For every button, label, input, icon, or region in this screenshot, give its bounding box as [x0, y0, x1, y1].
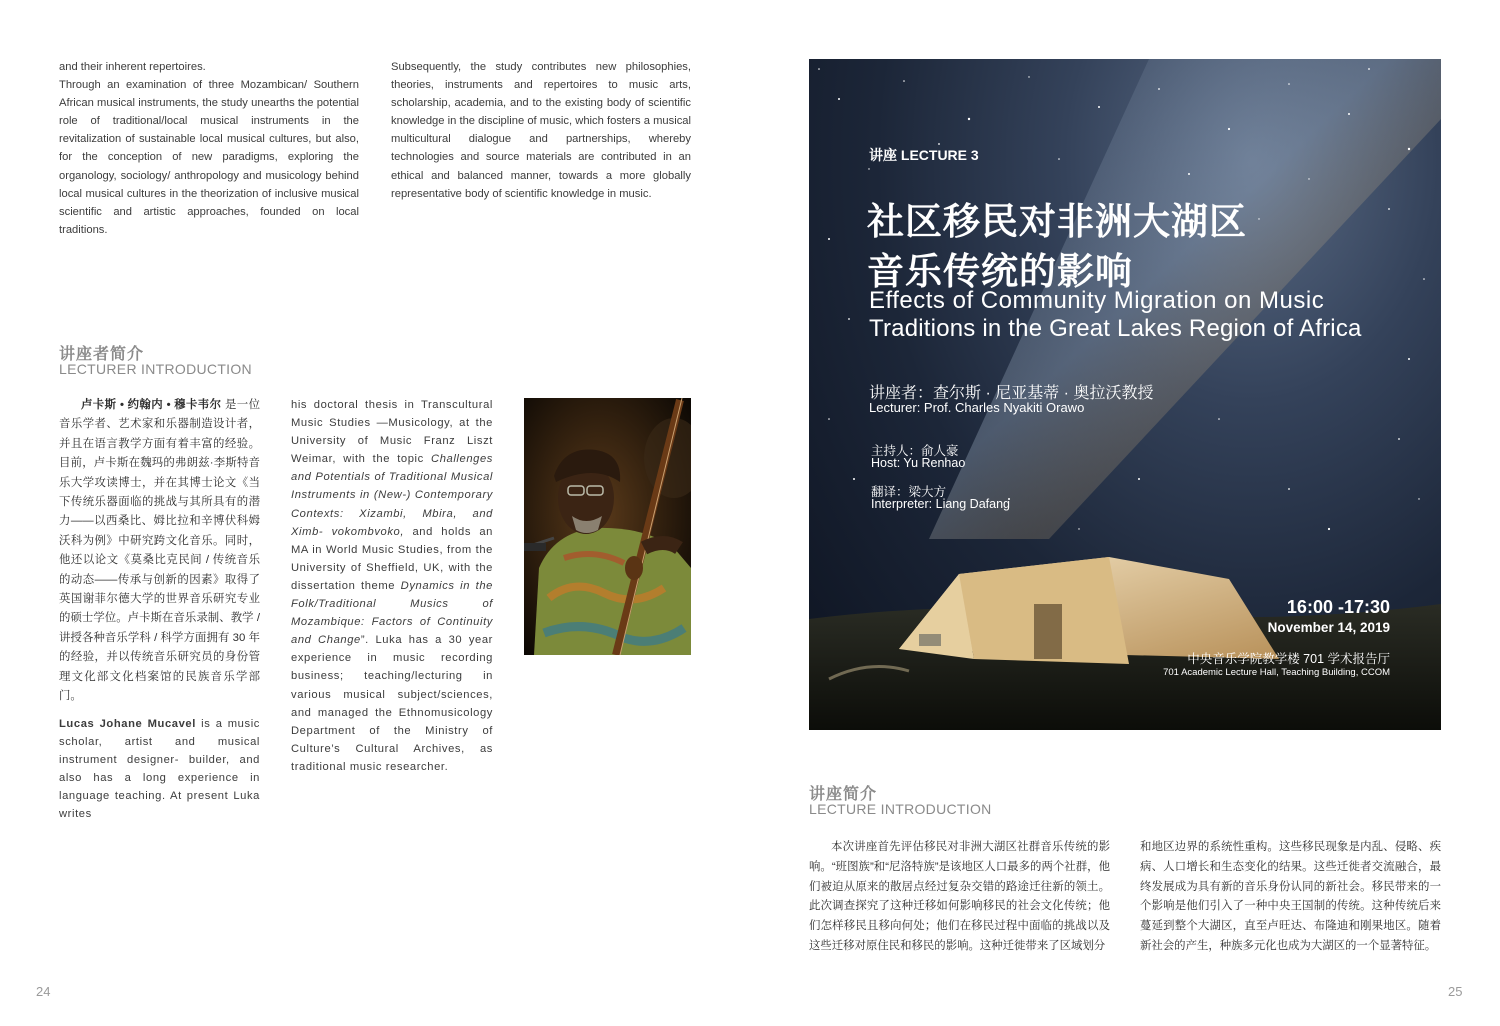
venue-cn: 中央音乐学院教学楼 701 学术报告厅	[1187, 652, 1390, 666]
bio-col2-dissertation-title: Dynamics in the Folk/Traditional Musics of Mozambique: Factors of Continuity and Change	[291, 579, 493, 647]
lecturer-en: Lecturer: Prof. Charles Nyakiti Orawo	[869, 400, 1085, 415]
interpreter-en: Interpreter: Liang Dafang	[871, 497, 1010, 511]
intro-col1-paragraph: Through an examination of three Mozambican/ Southern African musical instruments, the study unearths the potential role of traditional/local musical instruments in the revitalization of sustainable local musical cultures, but also, for the conception of new paradigms, exploring the organology, sociology/ anthropology and musicology behind local musical cultures in the theorization of inclusive musical scientific and artistic approaches, founded on local traditions.	[59, 79, 359, 236]
lecture-intro-column-2	[1140, 838, 1441, 957]
bio-col2-paragraph	[291, 396, 493, 776]
lecture-heading-en: LECTURE INTRODUCTION	[809, 801, 992, 817]
lecture-poster	[809, 59, 1441, 730]
bio-en-text: is a music scholar, artist and musical instrument designer- builder, and also has a long experience in language teaching. At present Luka writes	[59, 717, 260, 820]
venue-en: 701 Academic Lecture Hall, Teaching Building, CCOM	[1163, 667, 1390, 678]
intro-col2-paragraph: Subsequently, the study contributes new philosophies, theories, instruments and repertoires to music arts, scholarship, academia, and to the existing body of scientific knowledge in the discipline of music, which fosters a musical multicultural dialogue and partnerships, whereby technologies and source materials are contributed in an ethical and balanced manner, towards a more globally representative body of scientific knowledge in music.	[391, 61, 691, 200]
poster-title-en-line1: Effects of Community Migration on Music	[869, 287, 1325, 314]
lecture-intro-column-1	[809, 838, 1110, 957]
interpreter-cn: 翻译：梁大方	[871, 485, 947, 499]
lecturer-cn: 讲座者：查尔斯 · 尼亚基蒂 · 奥拉沃教授	[869, 385, 1154, 402]
lecturer-heading-cn: 讲座者简介	[59, 346, 145, 363]
intro-column-2	[391, 58, 691, 203]
intro-col1-line: and their inherent repertoires.	[59, 61, 206, 73]
lecture-intro-col1-text: 本次讲座首先评估移民对非洲大湖区社群音乐传统的影响。“班图族”和“尼洛特族”是该地区人口最多的两个社群，他们被迫从原来的散居点经过复杂交错的路途迁往新的领土。此次调查探究了这种迁移如何影响移民的社会文化传统；他们怎样移民且移向何处；他们在移民过程中面临的挑战以及这些迁移对原住民和移民的影响。这种迁徙带来了区域划分	[809, 841, 1110, 952]
lecture-heading-cn: 讲座简介	[809, 786, 878, 803]
lecture-date: November 14, 2019	[1267, 620, 1390, 635]
lecture-tag: 讲座 LECTURE 3	[869, 147, 979, 163]
lecturer-photo	[524, 398, 691, 655]
host-en: Host: Yu Renhao	[871, 456, 966, 470]
lecture-time: 16:00 -17:30	[1286, 597, 1390, 617]
page-number-right: 25	[1448, 984, 1463, 999]
lecturer-heading-en: LECTURER INTRODUCTION	[59, 361, 252, 377]
bio-col2-text-b: and holds an MA in World Music Studies, from the University of Sheffield, UK, with the dissertation theme	[291, 525, 494, 592]
bio-col2-text-c: ”. Luka has a 30 year experience in music recording business; teaching/lecturing in various musical subject/sciences, and managed the Ethnomusicology Department of the Ministry of Culture’s Cultural Archives, as traditional music researcher.	[291, 634, 494, 773]
bio-cn-text: 是一位音乐学者、艺术家和乐器制造设计者，并且在语言教学方面有着丰富的经验。目前，卢卡斯在魏玛的弗朗兹·李斯特音乐大学攻读博士，并在其博士论文《当下传统乐器面临的挑战与其所具有的潜力——以西桑比、姆比拉和辛博伏科姆沃科为例》中研究跨文化音乐。同时，他还以论文《莫桑比克民间 / 传统音乐的动态——传承与创新的因素》取得了英国谢菲尔德大学的世界音乐研究专业的硕士学位。卢卡斯在音乐录制、教学 / 讲授各种音乐学科 / 科学方面拥有 30 年的经验，并以传统音乐研究员的身份管理文化部文化档案馆的民族音乐学部门。	[59, 399, 260, 703]
poster-title-cn-line2: 音乐传统的影响	[867, 249, 1133, 293]
intro-column-1	[59, 58, 359, 239]
bio-cn-paragraph	[59, 396, 260, 707]
host-cn: 主持人：俞人豪	[871, 444, 959, 458]
lecturer-photo-image	[524, 398, 691, 655]
bio-col2-text-a: his doctoral thesis in Transcultural Music Studies —Musicology, at the University of Music Franz Liszt Weimar, with the topic	[291, 399, 493, 466]
bio-col2-thesis-title: Challenges and Potentials of Traditional Musical Instruments in (New-) Contemporary Contexts: Xizambi, Mbira, and Ximb- vokombvoko,	[291, 453, 493, 538]
poster-title-cn-line1: 社区移民对非洲大湖区	[867, 199, 1247, 243]
bio-cn-name: 卢卡斯 • 约翰内 • 穆卡韦尔	[81, 399, 222, 411]
page-number-left: 24	[36, 984, 51, 999]
bio-en-paragraph	[59, 715, 260, 824]
bio-column-1	[59, 396, 260, 823]
lecture-intro-col2-text: 和地区边界的系统性重构。这些移民现象是内乱、侵略、疾病、人口增长和生态变化的结果。这些迁徙者交流融合，最终发展成为具有新的音乐身份认同的新社会。移民带来的一个影响是他们引入了一种中央王国制的传统。这种传统后来蔓延到整个大湖区，直至卢旺达、布隆迪和刚果地区。随着新社会的产生，种族多元化也成为大湖区的一个显著特征。	[1140, 841, 1441, 952]
bio-en-name: Lucas Johane Mucavel	[59, 717, 196, 730]
bio-column-2	[291, 396, 493, 776]
poster-title-en-line2: Traditions in the Great Lakes Region of Africa	[869, 315, 1362, 342]
